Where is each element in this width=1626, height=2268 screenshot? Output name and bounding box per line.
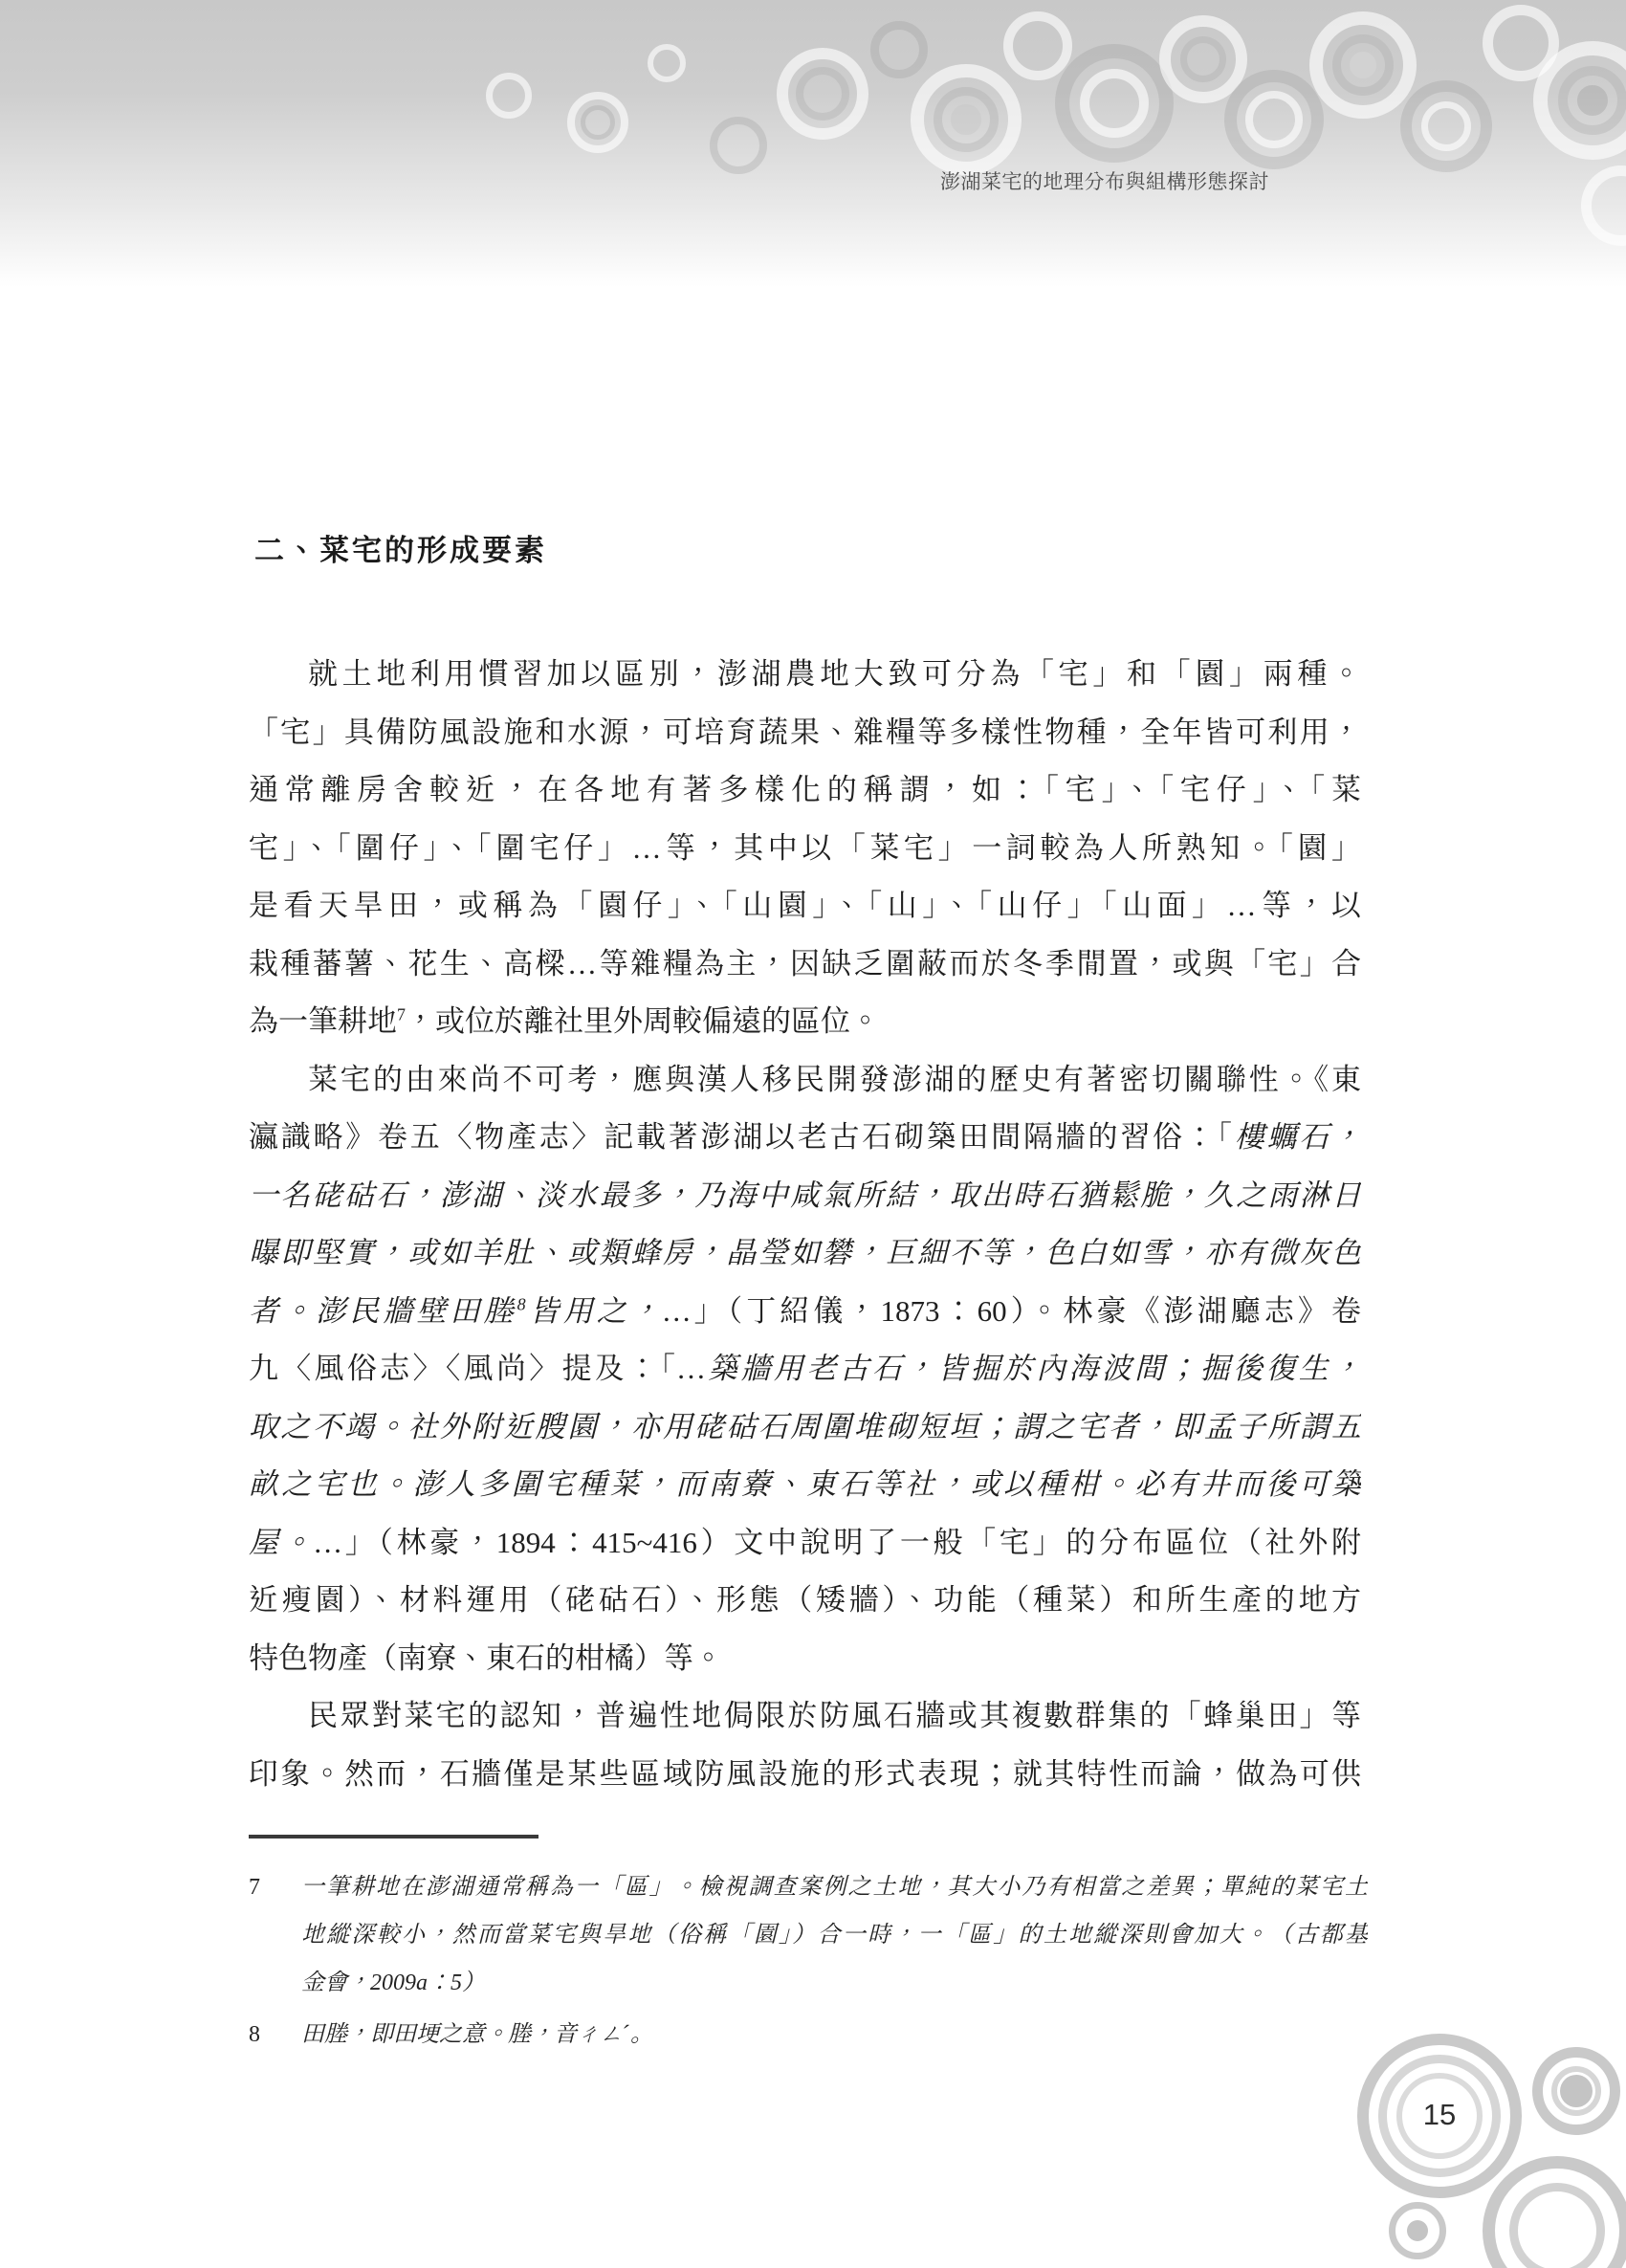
text-segment: 菜宅的由來尚不可考，應與漢人移民開發澎湖的歷史有著密切關聯性。《東 <box>308 1062 1361 1096</box>
footnote-line: 金會，2009a：5） <box>301 1971 485 1995</box>
text-segment: 屋。… <box>249 1525 341 1559</box>
decorative-circle <box>1003 11 1072 80</box>
body-paragraph <box>249 1051 1361 1688</box>
text-line <box>249 820 1361 878</box>
text-segment: 通常離房舍較近，在各地有著多樣化的稱謂，如：「宅」、「宅仔」、「菜 <box>249 773 1361 806</box>
text-segment: 曝即堅實，或如羊肚、或類蜂房，晶瑩如礬，巨細不等，色白如雪，亦有微灰色 <box>249 1236 1361 1269</box>
text-segment: 民眾對菜宅的認知，普遍性地侷限於防風石牆或其複數群集的「蜂巢田」等 <box>308 1699 1361 1732</box>
text-segment: 「宅」具備防風設施和水源，可培育蔬果、雜糧等多樣性物種，全年皆可利用， <box>249 715 1361 749</box>
text-line <box>249 1167 1361 1225</box>
footnote-line: 一筆耕地在澎湖通常稱為一「區」。檢視調查案例之土地，其大小乃有相當之差異；單純的菜宅土 <box>301 1875 1368 1900</box>
text-line <box>249 761 1361 820</box>
footnote-text <box>301 1863 1368 2007</box>
decorative-circle <box>486 73 532 119</box>
footnote-separator <box>249 1835 538 1839</box>
text-line <box>249 1109 1361 1167</box>
text-line <box>249 646 1361 704</box>
text-line <box>249 1456 1361 1514</box>
text-segment: 畝之宅也。澎人多圍宅種菜，而南藔、東石等社，或以種柑。必有井而後可築 <box>249 1467 1361 1501</box>
text-line <box>249 1687 1361 1746</box>
text-line <box>249 1283 1361 1341</box>
body-text <box>249 646 1361 1803</box>
text-line <box>249 1572 1361 1630</box>
footnote-number: 7 <box>249 1875 260 1900</box>
text-segment: 取之不竭。社外附近膄園，亦用硓𥑮石周圍堆砌短垣；謂之宅者，即孟子所謂五 <box>249 1409 1361 1443</box>
text-line <box>249 1051 1361 1110</box>
decorative-circle <box>1581 165 1626 246</box>
decorative-circle <box>796 67 849 121</box>
text-segment: 瀛識略》卷五〈物產志〉記載著澎湖以老古石砌築田間隔牆的習俗：「 <box>249 1120 1235 1154</box>
footnote-line: 地縱深較小，然而當菜宅與旱地（俗稱「園」）合一時，一「區」的土地縱深則會加大。（古都基 <box>301 1923 1368 1948</box>
decorative-circle <box>1421 101 1471 151</box>
body-paragraph <box>249 1687 1361 1803</box>
text-segment: 」（丁紹儀，1873：60）。林豪《澎湖廳志》卷 <box>690 1293 1361 1328</box>
text-line <box>249 1630 1361 1688</box>
body-paragraph <box>249 646 1361 1051</box>
decorative-circle <box>1577 85 1608 116</box>
text-segment: 近瘦園）、材料運用（硓𥑮石）、形態（矮牆）、功能（種菜）和所生產的地方 <box>249 1583 1361 1617</box>
decorative-dot <box>1560 2075 1593 2107</box>
text-segment: 者。澎民牆壁田塍 <box>249 1293 517 1328</box>
text-segment: 皆用之，… <box>525 1293 691 1328</box>
text-segment: 樓蠣石， <box>1234 1120 1361 1154</box>
footnote-text <box>301 2011 1368 2059</box>
text-segment: 一名硓𥑮石，澎湖、淡水最多，乃海中咸氣所結，取出時石猶鬆脆，久之雨淋日 <box>249 1178 1361 1212</box>
footnote-item <box>249 1863 1377 2007</box>
text-line <box>249 877 1361 936</box>
text-line <box>249 1398 1361 1457</box>
text-segment: …築牆用老古石，皆掘於內海波間；掘後復生， <box>678 1352 1361 1385</box>
decorative-circle <box>581 105 615 140</box>
text-segment: 」（林豪，1894：415~416）文中說明了一般「宅」的分布區位（社外附 <box>341 1525 1361 1559</box>
text-line <box>249 1340 1361 1398</box>
decorative-circle <box>1080 69 1149 138</box>
text-segment: 就土地利用慣習加以區別，澎湖農地大致可分為「宅」和「園」兩種。 <box>308 657 1361 691</box>
decorative-circle <box>1180 36 1226 82</box>
footnote-number: 8 <box>249 2022 260 2047</box>
text-segment: 特色物產（南寮、東石的柑橘）等。 <box>249 1640 723 1675</box>
text-line <box>249 704 1361 762</box>
text-segment: 印象。然而，石牆僅是某些區域防風設施的形式表現；就其特性而論，做為可供 <box>249 1756 1361 1791</box>
decorative-circle <box>870 21 928 78</box>
footnotes <box>249 1863 1377 2062</box>
text-segment: 九〈風俗志〉〈風尚〉提及：「 <box>249 1352 679 1385</box>
footnote-line: 田塍，即田埂之意。塍，音ㄔㄥˊ。 <box>301 2022 653 2047</box>
decorative-circle <box>648 44 686 82</box>
text-line <box>249 1746 1361 1804</box>
decorative-circle <box>710 117 767 174</box>
page-number: 15 <box>1422 2098 1457 2131</box>
text-segment: 是看天旱田，或稱為「園仔」、「山園」、「山」、「山仔」「山面」…等，以 <box>249 889 1361 922</box>
text-line <box>249 1514 1361 1573</box>
text-line <box>249 936 1361 994</box>
text-line <box>249 1224 1361 1283</box>
text-line <box>249 993 1361 1051</box>
footnote-ref: 8 <box>516 1294 526 1314</box>
running-header: 澎湖菜宅的地理分布與組構形態探討 <box>940 171 1269 193</box>
text-segment: 為一筆耕地 <box>249 1004 397 1038</box>
footnote-ref: 7 <box>397 1004 406 1024</box>
decorative-circle <box>1245 91 1303 148</box>
text-segment: ，或位於離社里外周較偏遠的區位。 <box>405 1004 880 1038</box>
decorative-circle <box>1509 2183 1605 2268</box>
decorative-circle <box>1350 52 1376 78</box>
header-band <box>0 0 1626 287</box>
footnote-item <box>249 2011 1377 2059</box>
text-segment: 栽種蕃薯、花生、高樑…等雜糧為主，因缺乏圍蔽而於冬季閒置，或與「宅」合 <box>249 946 1361 980</box>
decorative-circle <box>951 104 981 135</box>
decorative-dot <box>1407 2220 1428 2241</box>
text-segment: 宅」、「圍仔」、「圍宅仔」…等，其中以「菜宅」一詞較為人所熟知。「園」 <box>249 830 1361 865</box>
section-heading: 二、菜宅的形成要素 <box>254 534 547 567</box>
